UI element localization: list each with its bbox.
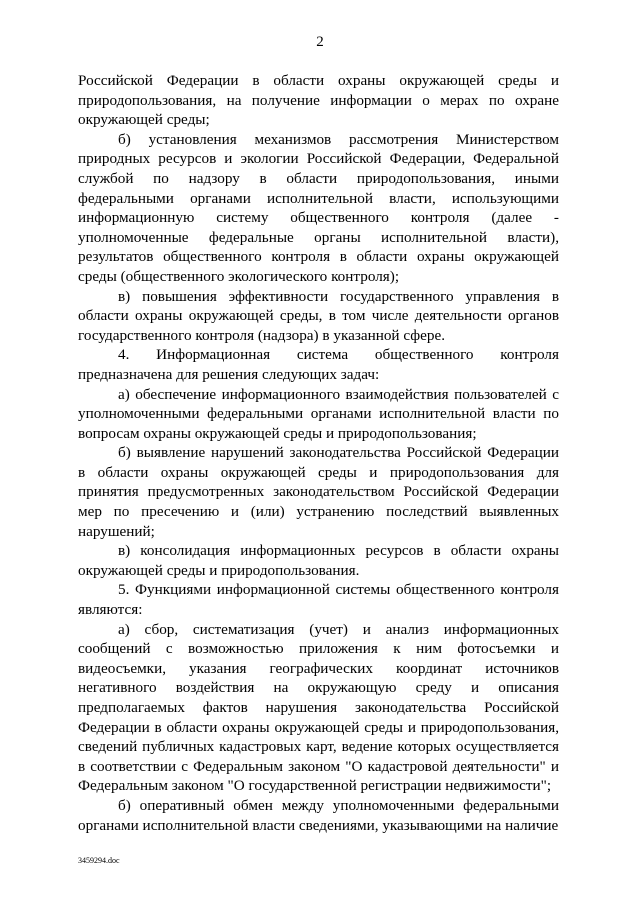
paragraph-item-v-efficiency: в) повышения эффективности государственного управления в области охраны окружающей среды, в том числе деятельности органов государственного контроля (надзора) в указанной сфере. [78, 287, 559, 344]
paragraph-section-5: 5. Функциями информационной системы общественного контроля являются: [78, 581, 559, 619]
footer-filename: 3459294.doc [78, 856, 120, 865]
paragraph-item-a-collection: а) сбор, систематизация (учет) и анализ информационных сообщений с возможностью приложения к ним фотосъемки и видеосъемки, указания географических координат источников негативного воздействия на окружающую среду и описания предполагаемых фактов нарушения законодательства Российской Федерации в области охраны окружающей среды и природопользования, сведений публичных кадастровых карт, ведение которых осуществляется в соответствии с Федеральным законом "О кадастровой деятельности" и Федеральным законом "О государственной регистрации недвижимости"; [78, 620, 559, 795]
page-number: 2 [316, 34, 324, 50]
paragraph-item-v-consolidation: в) консолидация информационных ресурсов в области охраны окружающей среды и природопользования. [78, 542, 559, 579]
paragraph-item-b-violations: б) выявление нарушений законодательства Российской Федерации в области охраны окружающей среды и природопользования для принятия предусмотренных законодательством Российской Федерации мер по пресечению и (или) устранению последствий выявленных нарушений; [78, 444, 559, 540]
document-body [78, 71, 559, 835]
paragraph-item-b-mechanisms: б) установления механизмов рассмотрения Министерством природных ресурсов и экологии Российской Федерации, Федеральной службой по надзору в области природопользования, иными федеральными органами исполнительной власти, использующими информационную систему общественного контроля (далее - уполномоченные федеральные органы исполнительной власти), результатов общественного контроля в области охраны окружающей среды (общественного экологического контроля); [78, 130, 559, 285]
paragraph-continuation: Российской Федерации в области охраны окружающей среды и природопользования, на получение информации о мерах по охране окружающей среды; [78, 72, 559, 129]
paragraph-item-a-interaction: а) обеспечение информационного взаимодействия пользователей с уполномоченными федеральными органами исполнительной власти по вопросам охраны окружающей среды и природопользования; [78, 385, 559, 442]
paragraph-section-4: 4. Информационная система общественного контроля предназначена для решения следующих задач: [78, 346, 559, 383]
paragraph-item-b-exchange: б) оперативный обмен между уполномоченными федеральными органами исполнительной власти сведениями, указывающими на наличие [78, 796, 559, 834]
